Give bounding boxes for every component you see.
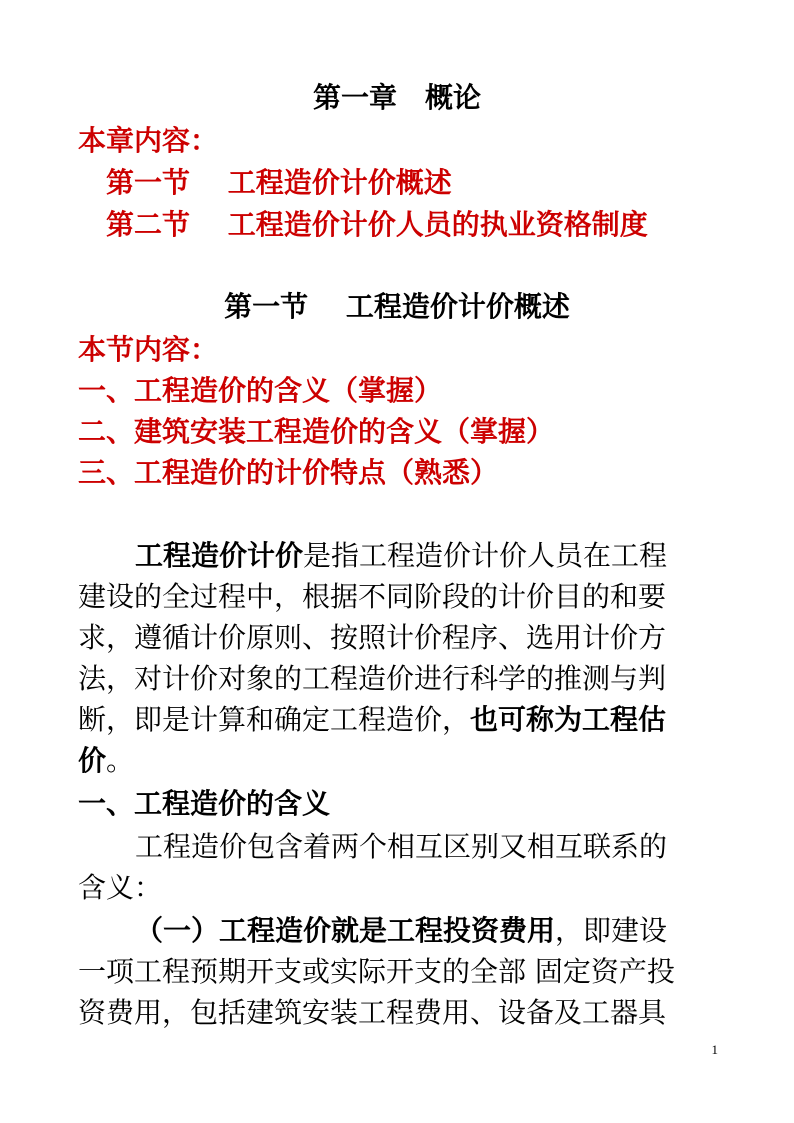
- page-number: 1: [711, 1042, 718, 1057]
- meaning-one-text: ，即建设: [555, 914, 668, 947]
- chapter-item-2: 第二节 工程造价计价人员的执业资格制度: [106, 208, 648, 241]
- paragraph1-line1: [135, 536, 667, 576]
- paragraph1-line5: [78, 700, 666, 740]
- section-item-1: 一、工程造价的含义（掌握）: [78, 374, 443, 407]
- meaning-one-term: （一）工程造价就是工程投资费用: [135, 914, 556, 947]
- paragraph1-line2: 建设的全过程中，根据不同阶段的计价目的和要: [78, 580, 667, 613]
- paragraph1-line5-text: 断，即是计算和确定工程造价，: [78, 703, 471, 736]
- paragraph1-line3: 求，遵循计价原则、按照计价程序、选用计价方: [78, 621, 667, 654]
- paragraph2-line1: 工程造价包含着两个相互区别又相互联系的: [135, 830, 668, 863]
- paragraph3-line1: [135, 911, 667, 951]
- section-title: 第一节 工程造价计价概述: [224, 290, 570, 323]
- section-contents-label: 本节内容：: [78, 333, 219, 366]
- paragraph2-line2: 含义：: [78, 871, 163, 904]
- chapter-title: 第一章 概论: [312, 81, 481, 114]
- section-item-3: 三、工程造价的计价特点（熟悉）: [78, 456, 499, 489]
- chapter-item-1: 第一节 工程造价计价概述: [106, 166, 452, 199]
- paragraph3-line3: 资费用，包括建筑安装工程费用、设备及工器具: [78, 996, 667, 1029]
- paragraph3-line2: 一项工程预期开支或实际开支的全部 固定资产投: [78, 955, 675, 988]
- definition-term: 工程造价计价: [135, 539, 304, 572]
- alias-term-end: 价: [78, 744, 107, 777]
- chapter-contents-label: 本章内容：: [78, 124, 219, 157]
- paragraph1-line4: 法，对计价对象的工程造价进行科学的推测与判: [78, 662, 667, 695]
- heading-meaning: 一、工程造价的含义: [78, 787, 331, 820]
- section-item-2: 二、建筑安装工程造价的含义（掌握）: [78, 415, 555, 448]
- paragraph1-line6: [78, 741, 134, 781]
- definition-text: 是指工程造价计价人员在工程: [303, 539, 668, 572]
- paragraph1-end: 。: [106, 744, 135, 777]
- alias-term: 也可称为工程估: [470, 703, 667, 736]
